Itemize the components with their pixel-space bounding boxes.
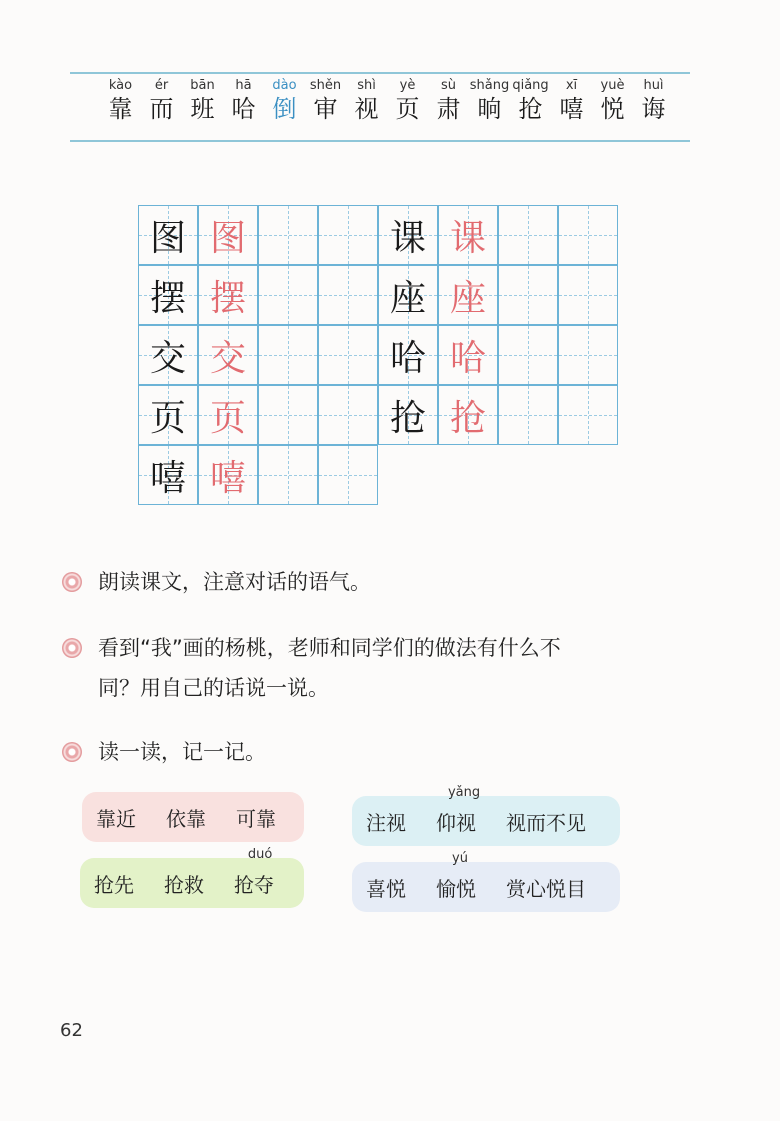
exercise-1 [62, 562, 371, 602]
model-character: 交 [149, 337, 186, 379]
flower-bullet-icon [62, 572, 82, 592]
word-item [506, 807, 586, 836]
writing-cell [378, 385, 438, 445]
word-item [164, 869, 204, 898]
writing-cell [138, 325, 198, 385]
word-item [96, 803, 136, 832]
writing-cell [498, 205, 558, 265]
writing-cell [198, 205, 258, 265]
writing-cell [438, 265, 498, 325]
trace-character: 图 [209, 217, 246, 259]
character-hanzi: 靠 [108, 95, 133, 123]
strip-bottom-rule [70, 140, 690, 142]
character-item [469, 78, 510, 124]
character-item [551, 78, 592, 124]
character-hanzi: 诲 [641, 95, 666, 123]
word-text: 注视 [366, 810, 406, 835]
writing-cell [438, 325, 498, 385]
character-hanzi: 班 [190, 95, 215, 123]
model-character: 座 [389, 277, 426, 319]
exercise-text: 看到“我”画的杨桃，老师和同学们的做法有什么不 [98, 636, 561, 660]
exercise-text: 同？用自己的话说一说。 [98, 676, 329, 700]
character-hanzi: 抢 [518, 95, 543, 123]
exercise-text: 读一读，记一记。 [98, 740, 266, 764]
character-pinyin: dào [272, 78, 297, 93]
writing-cell [378, 265, 438, 325]
character-hanzi: 而 [149, 95, 174, 123]
writing-cell [498, 385, 558, 445]
character-item [223, 78, 264, 124]
character-hanzi: 审 [313, 95, 338, 123]
word-group-box [352, 850, 620, 912]
writing-cell [198, 325, 258, 385]
character-hanzi: 哈 [231, 95, 256, 123]
trace-character: 抢 [449, 397, 486, 439]
writing-cell [318, 205, 378, 265]
word-item [506, 873, 586, 902]
word-text: 愉悦 [436, 876, 476, 901]
character-pinyin: huì [643, 78, 664, 93]
word-pinyin: yú [452, 850, 468, 866]
writing-cell [198, 385, 258, 445]
character-pinyin: bān [190, 78, 215, 93]
word-text: 喜悦 [366, 876, 406, 901]
word-text: 靠近 [96, 806, 136, 831]
trace-character: 座 [449, 277, 486, 319]
character-hanzi: 页 [395, 95, 420, 123]
writing-cell [198, 265, 258, 325]
word-item [436, 784, 481, 836]
word-group-box [82, 792, 304, 842]
writing-cell [138, 205, 198, 265]
word-group-box [352, 784, 620, 846]
word-pinyin: duó [247, 846, 273, 862]
word-text: 可靠 [236, 806, 276, 831]
character-pinyin: yè [399, 78, 416, 93]
model-character: 摆 [149, 277, 186, 319]
character-hanzi: 悦 [600, 95, 625, 123]
writing-cell [378, 205, 438, 265]
word-text: 视而不见 [506, 810, 586, 835]
character-item [305, 78, 346, 124]
trace-character: 摆 [209, 277, 246, 319]
writing-cell [258, 445, 318, 505]
word-item [166, 803, 206, 832]
character-pinyin: qiǎng [512, 78, 549, 93]
character-item [633, 78, 674, 124]
model-character: 课 [389, 217, 426, 259]
character-item [182, 78, 223, 124]
writing-cell [558, 205, 618, 265]
character-pinyin: shěn [309, 78, 342, 93]
word-group-box [80, 846, 304, 908]
word-text: 抢夺 [234, 872, 274, 897]
writing-cell [318, 445, 378, 505]
writing-cell [438, 205, 498, 265]
writing-cell [258, 385, 318, 445]
word-item [436, 850, 476, 902]
character-item [100, 78, 141, 124]
writing-cell [318, 265, 378, 325]
character-pinyin: kào [108, 78, 133, 93]
trace-character: 嘻 [209, 457, 246, 499]
writing-cell [498, 265, 558, 325]
writing-cell [138, 265, 198, 325]
character-pinyin: sù [440, 78, 456, 93]
flower-bullet-icon [62, 742, 82, 762]
exercise-2 [62, 628, 561, 708]
character-pinyin: shì [357, 78, 376, 93]
trace-character: 哈 [449, 337, 486, 379]
word-item [366, 873, 406, 902]
trace-character: 课 [449, 217, 486, 259]
character-hanzi: 晌 [477, 95, 502, 123]
word-item [94, 869, 134, 898]
writing-cell [498, 325, 558, 385]
character-hanzi: 肃 [436, 95, 461, 123]
character-item [346, 78, 387, 124]
writing-cell [558, 265, 618, 325]
writing-cell [318, 385, 378, 445]
character-item [387, 78, 428, 124]
writing-cell [198, 445, 258, 505]
character-pinyin: yuè [600, 78, 625, 93]
strip-top-rule [70, 72, 690, 74]
writing-cell [258, 325, 318, 385]
writing-cell [138, 445, 198, 505]
character-hanzi: 视 [354, 95, 379, 123]
writing-cell [558, 385, 618, 445]
model-character: 图 [149, 217, 186, 259]
model-character: 哈 [389, 337, 426, 379]
flower-bullet-icon [62, 638, 82, 658]
character-pinyin: shǎng [469, 78, 510, 93]
character-pinyin: hā [235, 78, 252, 93]
model-character: 页 [149, 397, 186, 439]
page-number: 62 [60, 1020, 83, 1041]
character-item [264, 78, 305, 124]
exercise-text: 朗读课文，注意对话的语气。 [98, 570, 371, 594]
word-item [234, 846, 274, 898]
character-item [141, 78, 182, 124]
word-text: 抢先 [94, 872, 134, 897]
model-character: 嘻 [149, 457, 186, 499]
word-pinyin: yǎng [447, 784, 481, 800]
writing-cell [378, 325, 438, 385]
trace-character: 页 [209, 397, 246, 439]
model-character: 抢 [389, 397, 426, 439]
word-text: 抢救 [164, 872, 204, 897]
exercise-3 [62, 732, 266, 772]
writing-cell [558, 325, 618, 385]
character-hanzi: 嘻 [559, 95, 584, 123]
character-item [428, 78, 469, 124]
writing-cell [318, 325, 378, 385]
character-strip [100, 78, 680, 124]
writing-cell [438, 385, 498, 445]
character-item [510, 78, 551, 124]
writing-cell [138, 385, 198, 445]
word-item [366, 807, 406, 836]
word-text: 赏心悦目 [506, 876, 586, 901]
word-text: 依靠 [166, 806, 206, 831]
character-hanzi: 倒 [272, 95, 297, 123]
word-item [236, 803, 276, 832]
character-item [592, 78, 633, 124]
word-text: 仰视 [436, 810, 476, 835]
writing-cell [258, 265, 318, 325]
trace-character: 交 [209, 337, 246, 379]
character-pinyin: ér [154, 78, 169, 93]
character-pinyin: xī [565, 78, 578, 93]
writing-cell [258, 205, 318, 265]
